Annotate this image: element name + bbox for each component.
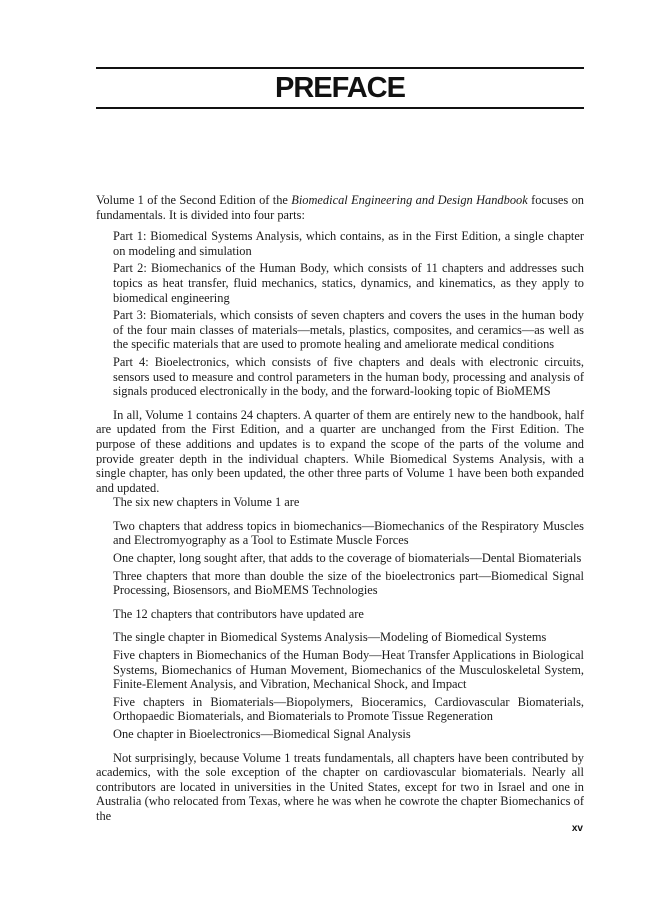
title-top-rule [96, 67, 584, 69]
title-bottom-rule [96, 107, 584, 109]
part-item: Part 4: Bioelectronics, which consists of five chapters and deals with electronic circuits, sensors used to measure and control parameters in the human body, processing and analysis of signals produced electronically in the body, and the forward-looking topic of BioMEMS [113, 354, 584, 399]
book-title: Biomedical Engineering and Design Handbook [291, 193, 528, 207]
preface-body [96, 193, 584, 824]
updated-chapters-lead: The 12 chapters that contributors have updated are [113, 606, 364, 621]
new-chapter-item: Three chapters that more than double the size of the bioelectronics part—Biomedical Signal Processing, Biosensors, and BioMEMS Technologies [113, 568, 584, 598]
new-chapter-item: Two chapters that address topics in biomechanics—Biomechanics of the Respiratory Muscles and Electromyography as a Tool to Estimate Muscle Forces [113, 518, 584, 548]
summary-paragraph: In all, Volume 1 contains 24 chapters. A quarter of them are entirely new to the handbook, half are updated from the First Edition, and a quarter are unchanged from the First Edition. The purpose of these additions and updates is to expand the scope of the parts of the volume and provide greater depth in the individual chapters. While Biomedical Systems Analysis, with a single chapter, has only been updated, the other three parts of Volume 1 have been both expanded and updated. [96, 407, 584, 495]
new-chapter-item: One chapter, long sought after, that adds to the coverage of biomaterials—Dental Biomaterials [113, 551, 582, 566]
updated-chapter-item: Five chapters in Biomechanics of the Human Body—Heat Transfer Applications in Biological Systems, Biomechanics of Human Movement, Biomechanics of the Musculoskeletal System, Finite-Element Analysis, and Vibration, Mechanical Shock, and Impact [113, 648, 584, 692]
page-number: xv [571, 823, 583, 834]
intro-text-before: Volume 1 of the Second Edition of the [96, 193, 292, 207]
intro-paragraph [96, 193, 584, 222]
part-item: Part 3: Biomaterials, which consists of seven chapters and covers the uses in the human body of the four main classes of materials—metals, plastics, composites, and ceramics—as well as the specific materials that are used to promote healing and ameliorate medical conditions [113, 308, 584, 352]
page-title: PREFACE [275, 72, 405, 104]
intro-text-after: focuses on fundamentals. It is divided into four parts: [96, 193, 584, 222]
updated-chapter-item: The single chapter in Biomedical Systems Analysis—Modeling of Biomedical Systems [113, 630, 547, 645]
updated-chapter-item: One chapter in Bioelectronics—Biomedical Signal Analysis [113, 727, 411, 741]
part-item: Part 2: Biomechanics of the Human Body, which consists of 11 chapters and addresses such topics as heat transfer, fluid mechanics, statics, dynamics, and kinematics, as they apply to biomedical engineering [113, 261, 584, 305]
closing-paragraph: Not surprisingly, because Volume 1 treats fundamentals, all chapters have been contributed by academics, with the sole exception of the chapter on cardiovascular biomaterials. Nearly all contributors are located in universities in the United States, except for two in Israel and one in Australia (who relocated from Texas, where he was when he cowrote the chapter Biomechanics of the [96, 750, 584, 823]
new-chapters-lead: The six new chapters in Volume 1 are [113, 495, 300, 510]
updated-chapter-item: Five chapters in Biomaterials—Biopolymers, Bioceramics, Cardiovascular Biomaterials, Orthopaedic Biomaterials, and Biomaterials to Promote Tissue Regeneration [113, 694, 584, 724]
part-item: Part 1: Biomedical Systems Analysis, which contains, as in the First Edition, a single chapter on modeling and simulation [113, 229, 584, 258]
